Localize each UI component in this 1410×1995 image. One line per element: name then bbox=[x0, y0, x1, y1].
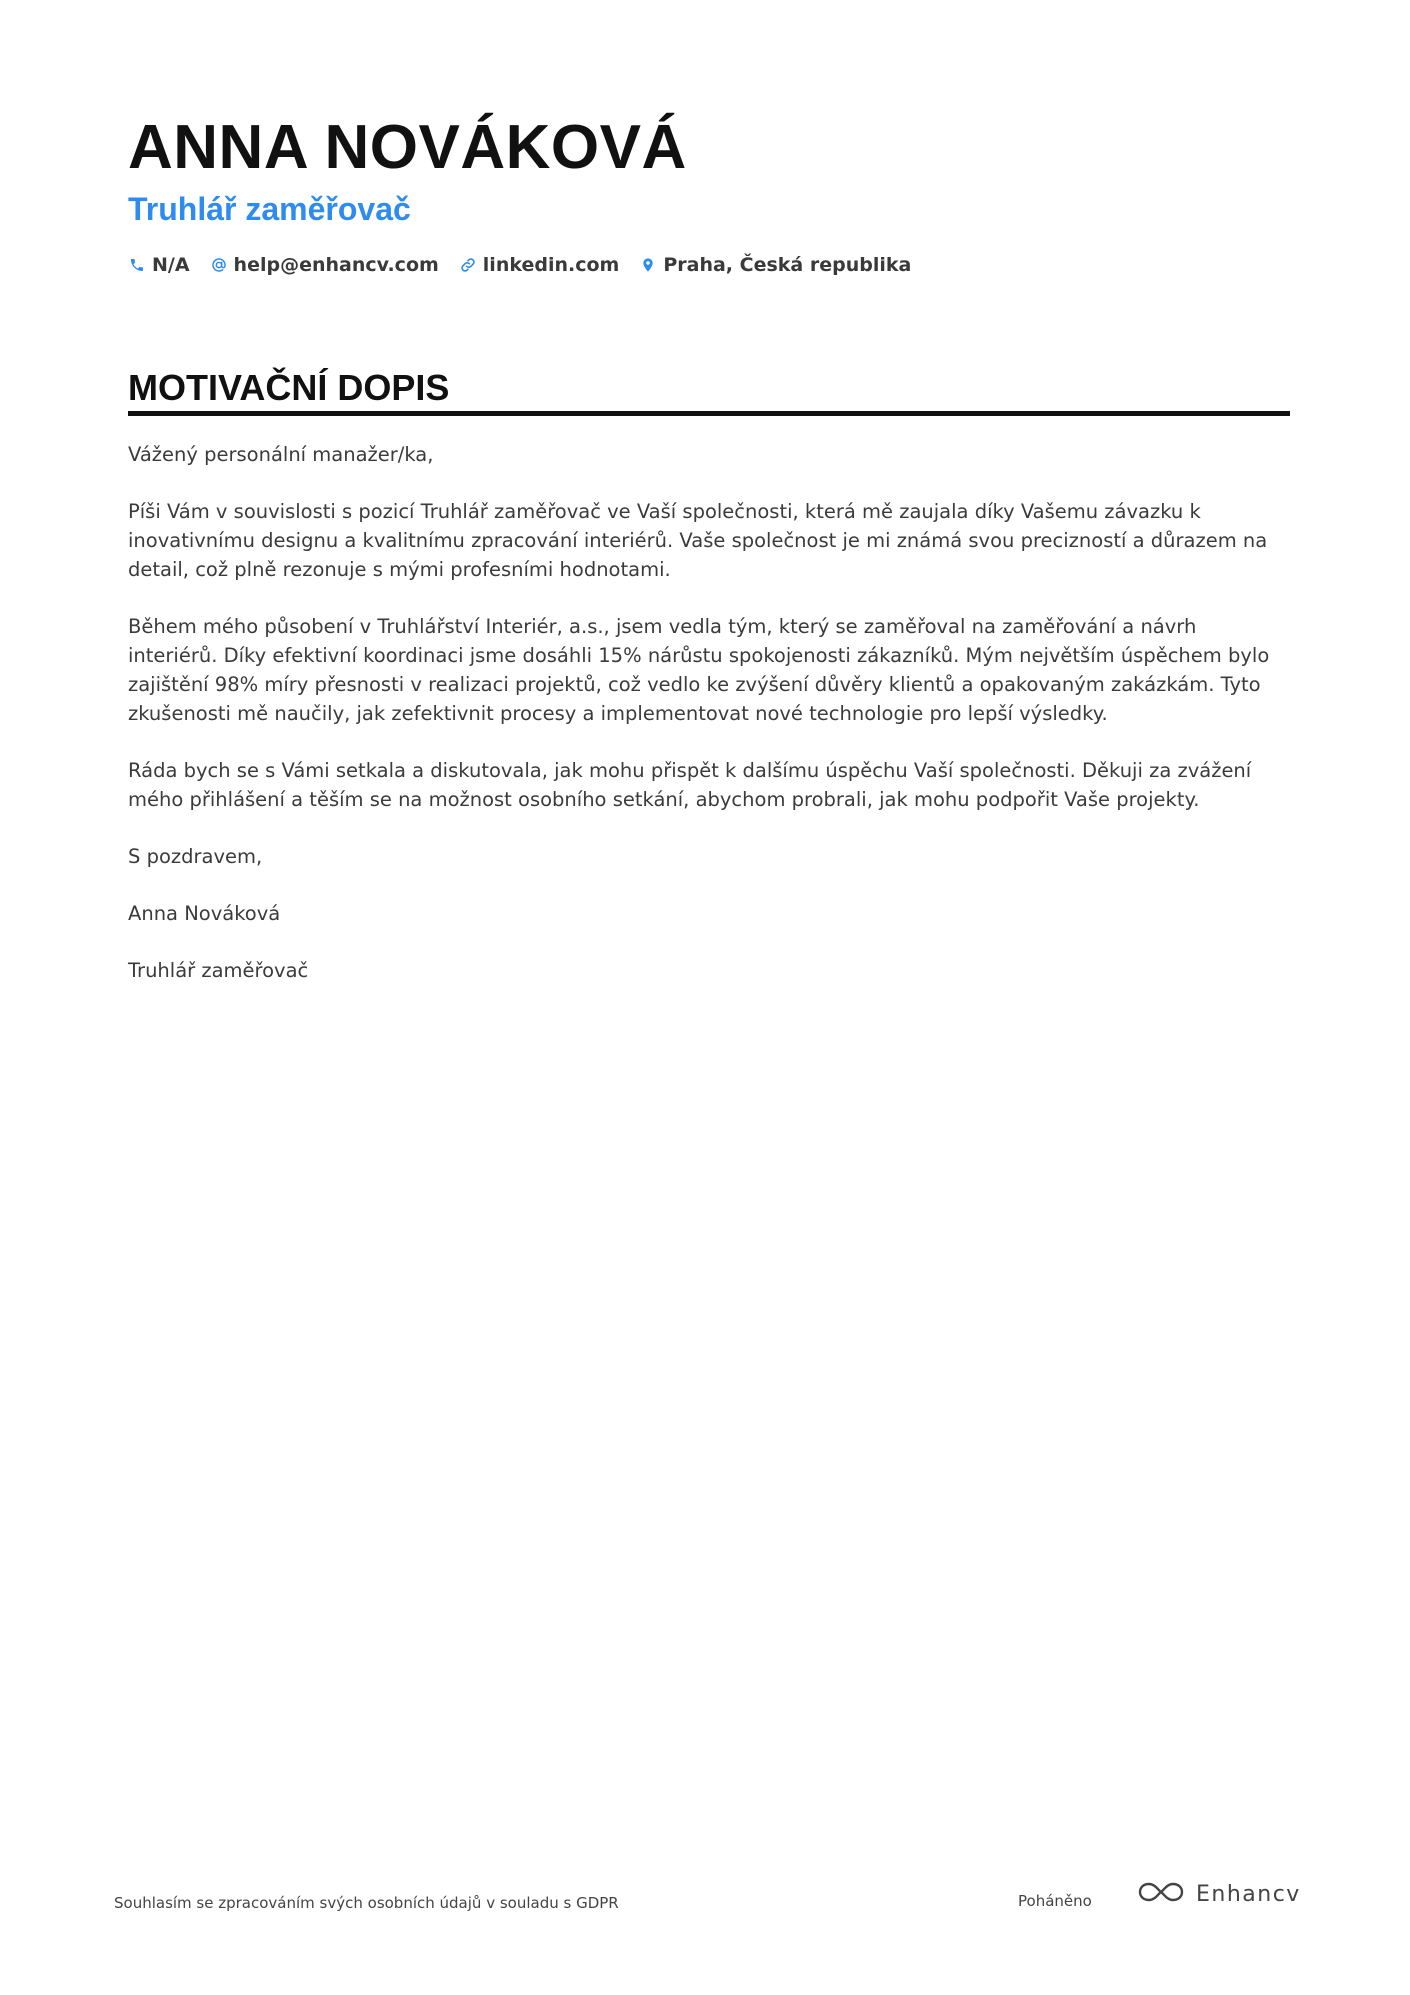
letter-paragraph: Píši Vám v souvislosti s pozicí Truhlář zaměřovač ve Vaší společnosti, která mě zaujala díky Vašemu závazku k inovativnímu designu a kvalitnímu zpracování interiérů. Vaše společnost je mi známá svou precizností a důrazem na detail, což plně rezonuje s mými profesními hodnotami. bbox=[128, 500, 1268, 581]
contact-phone-value: N/A bbox=[152, 254, 190, 276]
contact-location bbox=[639, 254, 911, 276]
phone-icon bbox=[128, 256, 146, 274]
enhancv-logo-icon bbox=[1138, 1880, 1184, 1908]
powered-by-label: Poháněno bbox=[1018, 1892, 1092, 1910]
letter-body bbox=[128, 440, 1290, 1013]
link-icon bbox=[459, 256, 477, 274]
contact-linkedin-value[interactable]: linkedin.com bbox=[482, 254, 620, 276]
letter-closing: S pozdravem, bbox=[128, 845, 263, 868]
letter-paragraph: Ráda bych se s Vámi setkala a diskutovala, jak mohu přispět k dalšímu úspěchu Vaší společnosti. Děkuji za zvážení mého přihlášení a těším se na možnost osobního setkání, abychom probrali, jak mohu podpořit Vaše projekty. bbox=[128, 759, 1252, 811]
section-title: MOTIVAČNÍ DOPIS bbox=[128, 367, 450, 408]
at-icon bbox=[210, 256, 228, 274]
contact-location-value: Praha, Česká republika bbox=[663, 254, 912, 276]
job-title: Truhlář zaměřovač bbox=[128, 191, 411, 227]
signature-title: Truhlář zaměřovač bbox=[128, 959, 309, 982]
contact-bar bbox=[128, 254, 911, 276]
letter-paragraph: Během mého působení v Truhlářství Interiér, a.s., jsem vedla tým, který se zaměřoval na zaměřování a návrh interiérů. Díky efektivní koordinaci jsme dosáhli 15% nárůstu spokojenosti zákazníků. Mým největším úspěchem bylo zajištění 98% míry přesnosti v realizaci projektů, což vedlo ke zvýšení důvěry klientů a opakovaným zakázkám. Tyto zkušenosti mě naučily, jak zefektivnit procesy a implementovat nové technologie pro lepší výsledky. bbox=[128, 615, 1270, 725]
contact-email[interactable] bbox=[210, 254, 439, 276]
applicant-name: ANNA NOVÁKOVÁ bbox=[128, 113, 687, 182]
gdpr-consent-text: Souhlasím se zpracováním svých osobních údajů v souladu s GDPR bbox=[114, 1894, 619, 1912]
section-divider bbox=[128, 411, 1290, 416]
enhancv-brand[interactable] bbox=[1138, 1880, 1301, 1908]
letter-salutation: Vážený personální manažer/ka, bbox=[128, 443, 434, 466]
contact-phone bbox=[128, 254, 190, 276]
signature-name: Anna Nováková bbox=[128, 902, 281, 925]
location-pin-icon bbox=[639, 256, 657, 274]
enhancv-brand-name: Enhancv bbox=[1196, 1881, 1301, 1907]
contact-linkedin[interactable] bbox=[459, 254, 620, 276]
contact-email-value[interactable]: help@enhancv.com bbox=[233, 254, 439, 276]
